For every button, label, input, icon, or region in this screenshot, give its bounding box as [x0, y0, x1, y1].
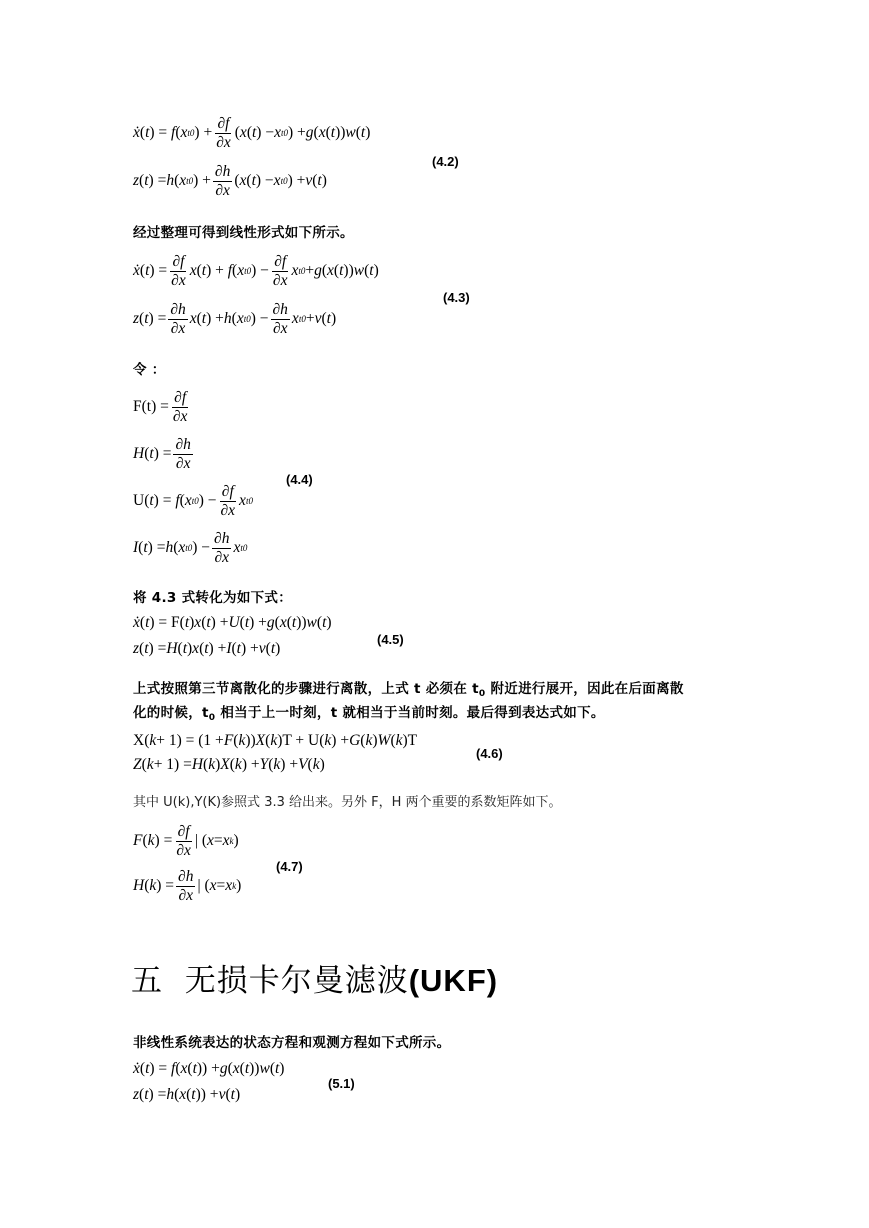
subscript: 0 [208, 713, 216, 723]
equation-number: (4.3) [443, 290, 470, 305]
paragraph: 经过整理可得到线性形式如下所示。 [133, 225, 354, 241]
paragraph: 其中 U(k),Y(K)参照式 3.3 给出来。另外 F，H 两个重要的系数矩阵如下。 [133, 795, 562, 810]
paragraph-text: 上式按照第三节离散化的步骤进行离散，上式 t 必须在 t [133, 681, 479, 697]
paragraph-text: 附近进行展开，因此在后面离散 [485, 681, 684, 697]
paragraph: 令 ： [133, 362, 166, 378]
section-title-en: (UKF) [408, 963, 499, 998]
paragraph-text: 化的时候，t [133, 705, 209, 721]
equation-number: (4.4) [286, 472, 313, 487]
paragraph: 非线性系统表达的状态方程和观测方程如下式所示。 [133, 1035, 451, 1051]
equation-number: (5.1) [328, 1076, 355, 1091]
section-number: 五 [131, 963, 163, 999]
equation-number: (4.5) [377, 632, 404, 647]
section-title: 无损卡尔曼滤波 [184, 963, 409, 999]
paragraph: 将 4.3 式转化为如下式： [133, 590, 293, 606]
equation-number: (4.7) [276, 859, 303, 874]
paragraph-text: 相当于上一时刻，t 就相当于当前时刻。最后得到表达式如下。 [215, 705, 605, 721]
paragraph [133, 701, 605, 723]
subscript: 0 [478, 689, 486, 699]
paragraph [133, 677, 684, 699]
section-heading [131, 955, 498, 1000]
equation-number: (4.2) [432, 154, 459, 169]
equation-number: (4.6) [476, 746, 503, 761]
